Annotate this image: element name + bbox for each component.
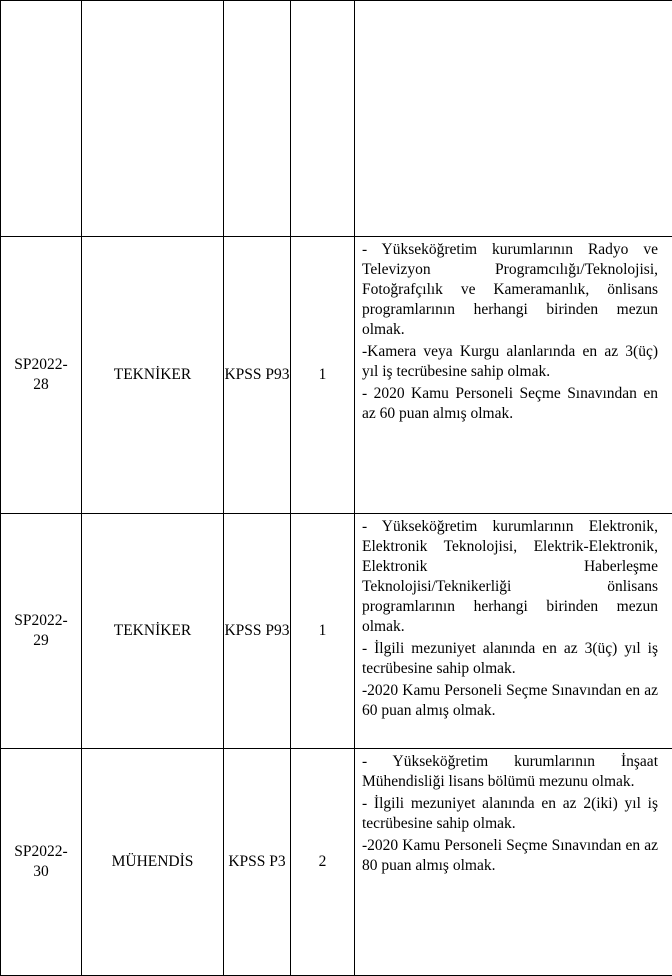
exam-type: KPSS P3 bbox=[224, 852, 290, 872]
table-row bbox=[1, 514, 672, 749]
exam-cell bbox=[224, 1, 291, 237]
code-cell bbox=[1, 514, 82, 749]
table-row bbox=[1, 237, 672, 514]
exam-cell bbox=[224, 514, 291, 749]
title-cell bbox=[82, 237, 224, 514]
requirement-item: -2020 Kamu Personeli Seçme Sınavından en az 80 puan almış olmak. bbox=[362, 836, 658, 876]
position-title: MÜHENDİS bbox=[82, 852, 223, 872]
position-code: SP2022-29 bbox=[1, 611, 81, 651]
code-cell bbox=[1, 749, 82, 976]
title-cell bbox=[82, 514, 224, 749]
requirement-item: -Kamera veya Kurgu alanlarında en az 3(üç) yıl iş tecrübesine sahip olmak. bbox=[362, 342, 658, 382]
position-title: TEKNİKER bbox=[82, 365, 223, 385]
exam-type: KPSS P93 bbox=[224, 365, 290, 385]
requirements-cell bbox=[355, 1, 672, 237]
code-cell bbox=[1, 1, 82, 237]
exam-cell bbox=[224, 749, 291, 976]
exam-cell bbox=[224, 237, 291, 514]
position-count: 2 bbox=[291, 852, 354, 872]
title-cell bbox=[82, 749, 224, 976]
title-cell bbox=[82, 1, 224, 237]
requirements-cell bbox=[355, 237, 672, 514]
requirement-item: - Yükseköğretim kurumlarının İnşaat Mühendisliği lisans bölümü mezunu olmak. bbox=[362, 752, 658, 792]
position-code: SP2022-30 bbox=[1, 842, 81, 882]
requirement-item: - Yükseköğretim kurumlarının Elektronik, Elektronik Teknolojisi, Elektrik-Elektronik, Elektronik Haberleşme Teknolojisi/Teknikerliği önlisans programlarının herhangi birinden mezun olmak. bbox=[362, 517, 658, 637]
requirement-item: - Yükseköğretim kurumlarının Radyo ve Televizyon Programcılığı/Teknolojisi, Fotoğrafçılık ve Kameramanlık, önlisans programlarının herhangi birinden mezun olmak. bbox=[362, 240, 658, 340]
count-cell bbox=[291, 237, 355, 514]
count-cell bbox=[291, 1, 355, 237]
position-count: 1 bbox=[291, 621, 354, 641]
count-cell bbox=[291, 514, 355, 749]
requirement-item: - İlgili mezuniyet alanında en az 3(üç) yıl iş tecrübesine sahip olmak. bbox=[362, 639, 658, 679]
position-code: SP2022-28 bbox=[1, 355, 81, 395]
code-cell bbox=[1, 237, 82, 514]
requirement-item: - İlgili mezuniyet alanında en az 2(iki) yıl iş tecrübesine sahip olmak. bbox=[362, 794, 658, 834]
count-cell bbox=[291, 749, 355, 976]
requirements-cell bbox=[355, 514, 672, 749]
position-count: 1 bbox=[291, 365, 354, 385]
requirement-item: -2020 Kamu Personeli Seçme Sınavından en az 60 puan almış olmak. bbox=[362, 681, 658, 721]
requirement-item: - 2020 Kamu Personeli Seçme Sınavından en az 60 puan almış olmak. bbox=[362, 384, 658, 424]
table-row bbox=[1, 1, 672, 237]
position-title: TEKNİKER bbox=[82, 621, 223, 641]
table-row bbox=[1, 749, 672, 976]
requirements-cell bbox=[355, 749, 672, 976]
exam-type: KPSS P93 bbox=[224, 621, 290, 641]
